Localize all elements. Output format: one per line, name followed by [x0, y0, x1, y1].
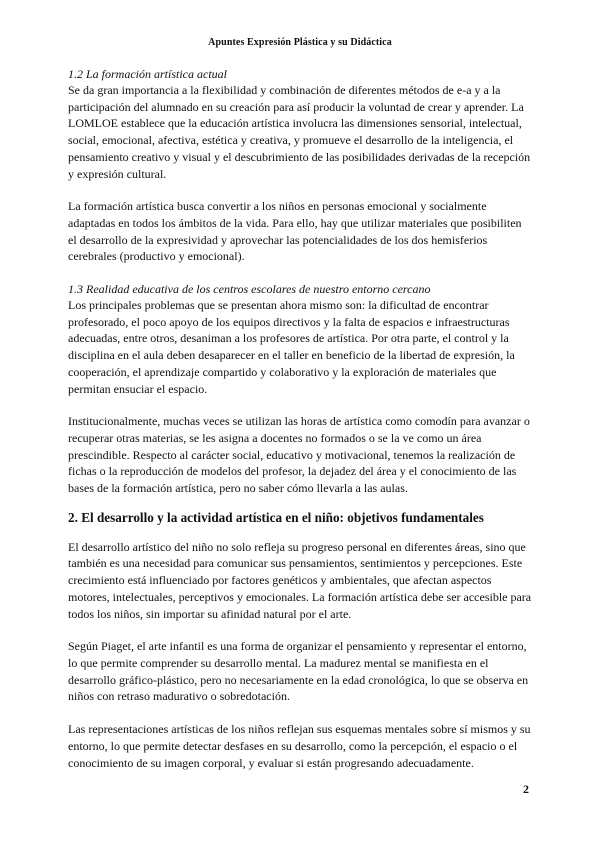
- paragraph: Según Piaget, el arte infantil es una forma de organizar el pensamiento y representar el entorno, lo que permite comprender su desarrollo mental. La madurez mental se manifiesta en el desarrollo gráfico-plástico, pero no necesariamente en la edad cronológica, lo que se observa en niños con retraso madurativo o sobredotación.: [68, 639, 529, 704]
- paragraph: La formación artística busca convertir a los niños en personas emocional y socialmente adaptadas en todos los ámbitos de la vida. Para ello, hay que utilizar materiales que posibiliten el desarrollo de la expresividad y aprovechar las potencialidades de los dos hemisferios cerebrales (productivo y emocional).: [68, 199, 522, 264]
- paragraph: Las representaciones artísticas de los niños reflejan sus esquemas mentales sobre sí mismos y su entorno, lo que permite detectar desfases en su desarrollo, como la percepción, el espacio o el conocimiento de su imagen corporal, y evaluar si están progresando adecuadamente.: [68, 722, 531, 770]
- paragraph: El desarrollo artístico del niño no solo refleja su progreso personal en diferentes áreas, sino que también es una necesidad para comunicar sus pensamientos, sentimientos y percepciones. Este crecimiento está influenciado por factores genéticos y ambientales, que afectan aspectos motores, intelectuales, perceptivos y emocionales. La formación artística debe ser accesible para todos los niños, sin importar su afinidad natural por el arte.: [68, 539, 532, 621]
- page-body: [68, 66, 532, 771]
- running-header: Apuntes Expresión Plástica y su Didáctica: [208, 37, 392, 48]
- section-heading-1-3: 1.3 Realidad educativa de los centros escolares de nuestro entorno cercano: [68, 282, 431, 297]
- paragraph: Los principales problemas que se presentan ahora mismo son: la dificultad de encontrar profesorado, el poco apoyo de los equipos directivos y la falta de espacios e infraestructuras adecuadas, entre otros, desaniman a los profesores de artística. Por otra parte, el control y la disciplina en el aula deben desaparecer en el taller en beneficio de la libertad de expresión, la cooperación, el aprendizaje compartido y colaborativo y la exploración de materiales que permitan ensuciar el espacio.: [68, 298, 515, 396]
- page-number: 2: [523, 782, 529, 796]
- section-heading-2: 2. El desarrollo y la actividad artística en el niño: objetivos fundamentales: [68, 509, 484, 525]
- paragraph: Se da gran importancia a la flexibilidad y combinación de diferentes métodos de e-a y a la participación del alumnado en su creación para así producir la voluntad de crear y aprender. La LOMLOE establece que la educación artística involucra las dimensiones sensorial, intelectual, social, emocional, afectiva, estética y creativa, y promueve el desarrollo de la inteligencia, el pensamiento creativo y visual y el descubrimiento de las posibilidades derivadas de la recepción y expresión cultural.: [68, 83, 531, 181]
- paragraph: Institucionalmente, muchas veces se utilizan las horas de artística como comodín para avanzar o recuperar otras materias, se les asigna a docentes no formados o se la ve como un área prescindible. Respecto al carácter social, educativo y motivacional, tenemos la realización de fichas o la reproducción de modelos del profesor, la dejadez del área y el conocimiento de las bases de la formación artística, pero no saber cómo llevarla a las aulas.: [68, 414, 530, 496]
- section-heading-1-2: 1.2 La formación artística actual: [68, 67, 227, 81]
